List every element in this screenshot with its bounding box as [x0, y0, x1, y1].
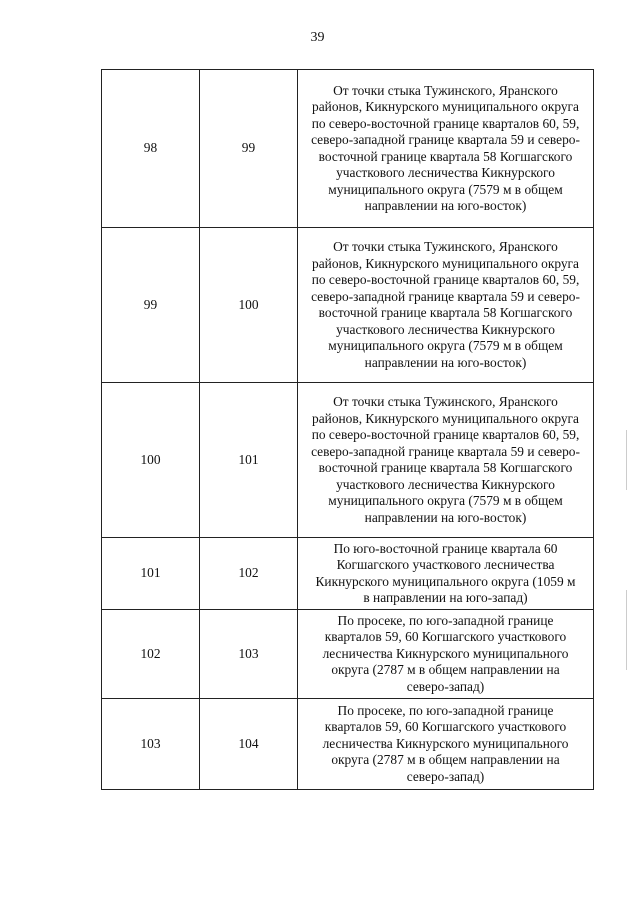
- boundary-description-cell: [298, 699, 594, 790]
- table-row: [102, 70, 594, 228]
- table-row: [102, 610, 594, 699]
- boundary-description-cell: [298, 538, 594, 610]
- description-line: От точки стыка Тужинского, Яранского: [333, 239, 558, 254]
- description-line: По просеке, по юго-западной границе: [337, 612, 554, 628]
- description-line: восточной границе квартала 58 Когшагского: [318, 305, 573, 320]
- table-row: [102, 699, 594, 790]
- page-number: 39: [310, 30, 325, 45]
- description-line: Кикнурского муниципального округа (1059 м: [315, 573, 576, 589]
- table-row: [102, 228, 594, 383]
- description-line: кварталов 59, 60 Когшагского участкового: [324, 629, 567, 645]
- description-line: участкового лесничества Кикнурского: [336, 165, 555, 180]
- description-line: округа (2787 м в общем направлении на: [331, 752, 560, 768]
- scan-margin-line: [626, 430, 627, 490]
- point-from-cell: 101: [102, 538, 200, 610]
- description-line: Когшагского участкового лесничества: [336, 557, 555, 572]
- description-line: кварталов 59, 60 Когшагского участкового: [324, 719, 567, 735]
- description-line: участкового лесничества Кикнурского: [336, 321, 555, 337]
- description-line: лесничества Кикнурского муниципального: [322, 645, 569, 661]
- boundary-table: [101, 69, 594, 790]
- table-row: [102, 538, 594, 610]
- description-line: От точки стыка Тужинского, Яранского: [333, 82, 558, 98]
- boundary-description-cell: [298, 70, 594, 228]
- description-line: северо-западной границе квартала 59 и северо-: [311, 443, 580, 459]
- description-line: северо-запад): [406, 768, 485, 784]
- table-body: [102, 70, 594, 790]
- description-line: районов, Кикнурского муниципального округа: [312, 410, 579, 426]
- description-line: по северо-восточной границе кварталов 60, 59,: [311, 272, 580, 287]
- point-to-cell: 101: [200, 383, 298, 538]
- description-line: По юго-восточной границе квартала 60: [333, 540, 558, 556]
- boundary-description-cell: [298, 610, 594, 699]
- description-line: муниципального округа (7579 м в общем: [328, 493, 563, 508]
- description-line: восточной границе квартала 58 Когшагского: [318, 148, 573, 164]
- point-from-cell: 103: [102, 699, 200, 790]
- description-line: северо-западной границе квартала 59 и северо-: [311, 132, 580, 147]
- point-to-cell: 102: [200, 538, 298, 610]
- table-row: [102, 383, 594, 538]
- description-line: районов, Кикнурского муниципального округа: [312, 255, 579, 271]
- point-from-cell: 98: [102, 70, 200, 228]
- description-line: по северо-восточной границе кварталов 60, 59,: [311, 427, 580, 442]
- point-to-cell: 104: [200, 699, 298, 790]
- description-line: От точки стыка Тужинского, Яранского: [333, 394, 558, 409]
- description-line: По просеке, по юго-западной границе: [337, 702, 554, 718]
- point-from-cell: 99: [102, 228, 200, 383]
- description-line: по северо-восточной границе кварталов 60, 59,: [311, 115, 580, 131]
- description-line: лесничества Кикнурского муниципального: [322, 735, 569, 751]
- description-line: округа (2787 м в общем направлении на: [331, 662, 560, 678]
- point-from-cell: 102: [102, 610, 200, 699]
- description-line: направлении на юго-восток): [364, 509, 527, 525]
- description-line: северо-запад): [406, 678, 485, 694]
- point-to-cell: 99: [200, 70, 298, 228]
- description-line: участкового лесничества Кикнурского: [336, 476, 555, 492]
- point-from-cell: 100: [102, 383, 200, 538]
- description-line: муниципального округа (7579 м в общем: [328, 338, 563, 353]
- point-to-cell: 103: [200, 610, 298, 699]
- description-line: муниципального округа (7579 м в общем: [328, 181, 563, 197]
- scan-margin-line: [626, 590, 627, 670]
- description-line: восточной границе квартала 58 Когшагского: [318, 460, 573, 475]
- description-line: районов, Кикнурского муниципального округа: [312, 99, 579, 114]
- point-to-cell: 100: [200, 228, 298, 383]
- description-line: направлении на юго-восток): [364, 198, 527, 213]
- description-line: направлении на юго-восток): [364, 354, 527, 370]
- boundary-description-cell: [298, 383, 594, 538]
- boundary-description-cell: [298, 228, 594, 383]
- description-line: в направлении на юго-запад): [363, 590, 528, 605]
- description-line: северо-западной границе квартала 59 и северо-: [311, 288, 580, 304]
